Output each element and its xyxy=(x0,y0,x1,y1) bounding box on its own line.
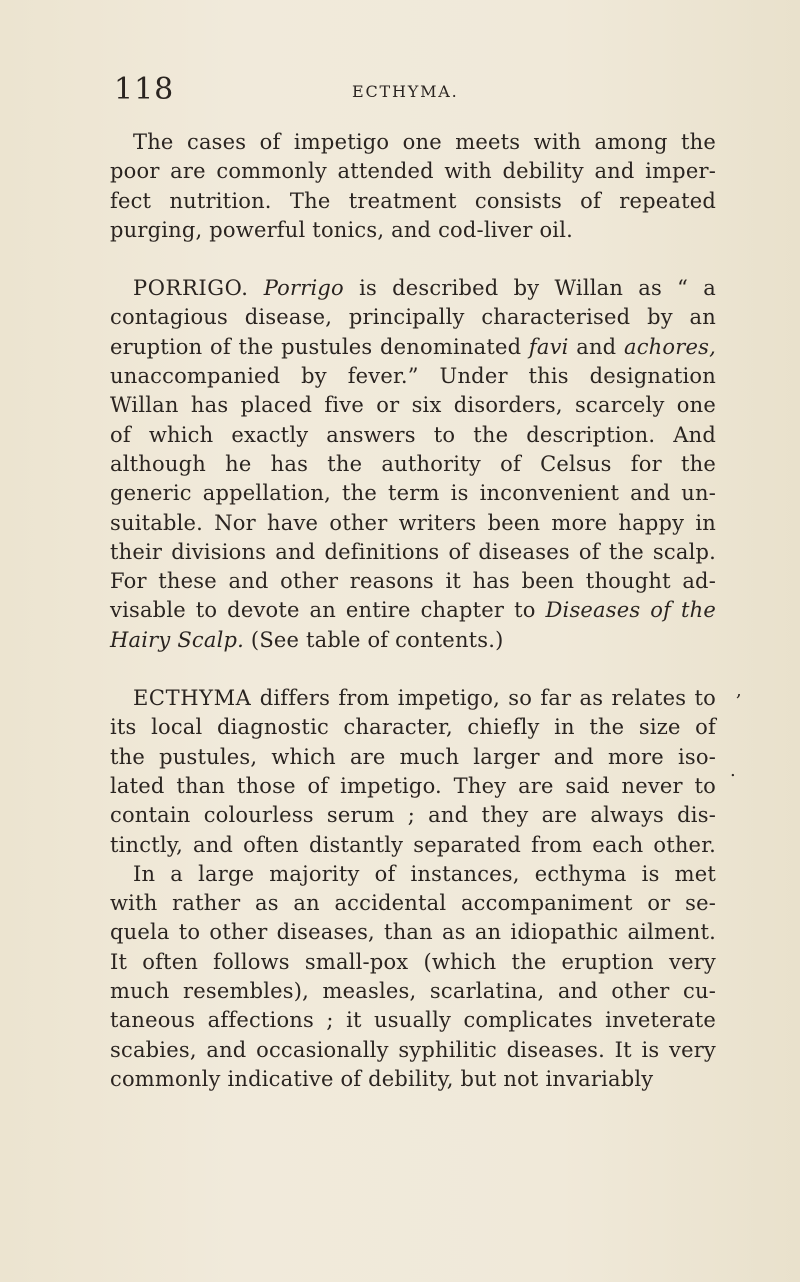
page-header xyxy=(0,64,800,107)
text-line: contain colourless serum ; and they are always dis- xyxy=(110,803,716,828)
text-line: their divisions and definitions of diseases of the scalp. xyxy=(110,539,716,564)
text-line: generic appellation, the term is inconvenient and un- xyxy=(110,481,716,506)
term-achores: achores, xyxy=(623,334,716,359)
margin-dot-mark: . xyxy=(730,760,736,781)
text-line: with rather as an accidental accompaniment or se- xyxy=(110,891,716,916)
text-line: quela to other diseases, than as an idiopathic ailment. xyxy=(110,920,716,945)
text-line: For these and other reasons it has been thought ad- xyxy=(110,569,716,594)
margin-comma-mark: , xyxy=(736,680,742,701)
section-heading-ecthyma: ECTHYMA xyxy=(133,686,252,711)
paragraph-impetigo-treatment xyxy=(110,128,716,245)
text-line: contagious disease, principally characterised by an xyxy=(110,305,716,330)
text-line xyxy=(110,333,716,362)
paragraph-ecthyma xyxy=(110,684,716,1094)
text-line: poor are commonly attended with debility and imper- xyxy=(110,159,716,184)
term-favi: favi xyxy=(528,334,569,359)
text-line xyxy=(110,274,716,303)
text-line: It often follows small-pox (which the eruption very xyxy=(110,949,716,974)
text-line xyxy=(110,596,716,625)
text-fragment: differs from impetigo, so far as relates to xyxy=(259,686,716,711)
text-line: suitable. Nor have other writers been more happy in xyxy=(110,510,716,535)
text-line: lated than those of impetigo. They are said never to xyxy=(110,773,716,798)
term-porrigo: Porrigo xyxy=(263,276,344,301)
text-fragment: and xyxy=(576,334,617,359)
term-diseases-of-the: Diseases of the xyxy=(545,598,716,623)
text-line: its local diagnostic character, chiefly in the size of xyxy=(110,715,716,740)
text-line: tinctly, and often distantly separated from each other. xyxy=(110,832,716,857)
paragraph-porrigo xyxy=(110,274,716,655)
text-line: unaccompanied by fever.” Under this designation xyxy=(110,364,716,389)
text-line: much resembles), measles, scarlatina, and other cu- xyxy=(110,979,716,1004)
text-line: In a large majority of instances, ecthyma is met xyxy=(133,861,716,886)
text-line xyxy=(110,626,716,655)
text-line xyxy=(110,684,716,713)
text-line: taneous affections ; it usually complicates inveterate xyxy=(110,1008,716,1033)
term-hairy-scalp: Hairy Scalp. xyxy=(110,627,245,652)
text-line: The cases of impetigo one meets with among the xyxy=(133,130,716,154)
text-line: of which exactly answers to the description. And xyxy=(110,422,716,447)
text-line: although he has the authority of Celsus for the xyxy=(110,451,716,476)
body-text xyxy=(110,128,716,1123)
section-heading-porrigo: PORRIGO. xyxy=(133,276,249,301)
text-fragment: visable to devote an entire chapter to xyxy=(110,598,536,623)
text-line: scabies, and occasionally syphilitic diseases. It is very xyxy=(110,1037,716,1062)
page-number: 118 xyxy=(114,72,175,107)
text-fragment: is described by Willan as “ a xyxy=(359,276,716,301)
text-line: the pustules, which are much larger and more iso- xyxy=(110,744,716,769)
text-line: Willan has placed five or six disorders, scarcely one xyxy=(110,393,716,418)
text-line: purging, powerful tonics, and cod-liver oil. xyxy=(110,217,574,242)
text-fragment: (See table of contents.) xyxy=(250,627,504,652)
text-fragment: eruption of the pustules denominated xyxy=(110,334,522,359)
text-line: commonly indicative of debility, but not invariably xyxy=(110,1066,654,1091)
text-line: fect nutrition. The treatment consists of repeated xyxy=(110,188,716,213)
running-title: ECTHYMA. xyxy=(352,82,459,101)
